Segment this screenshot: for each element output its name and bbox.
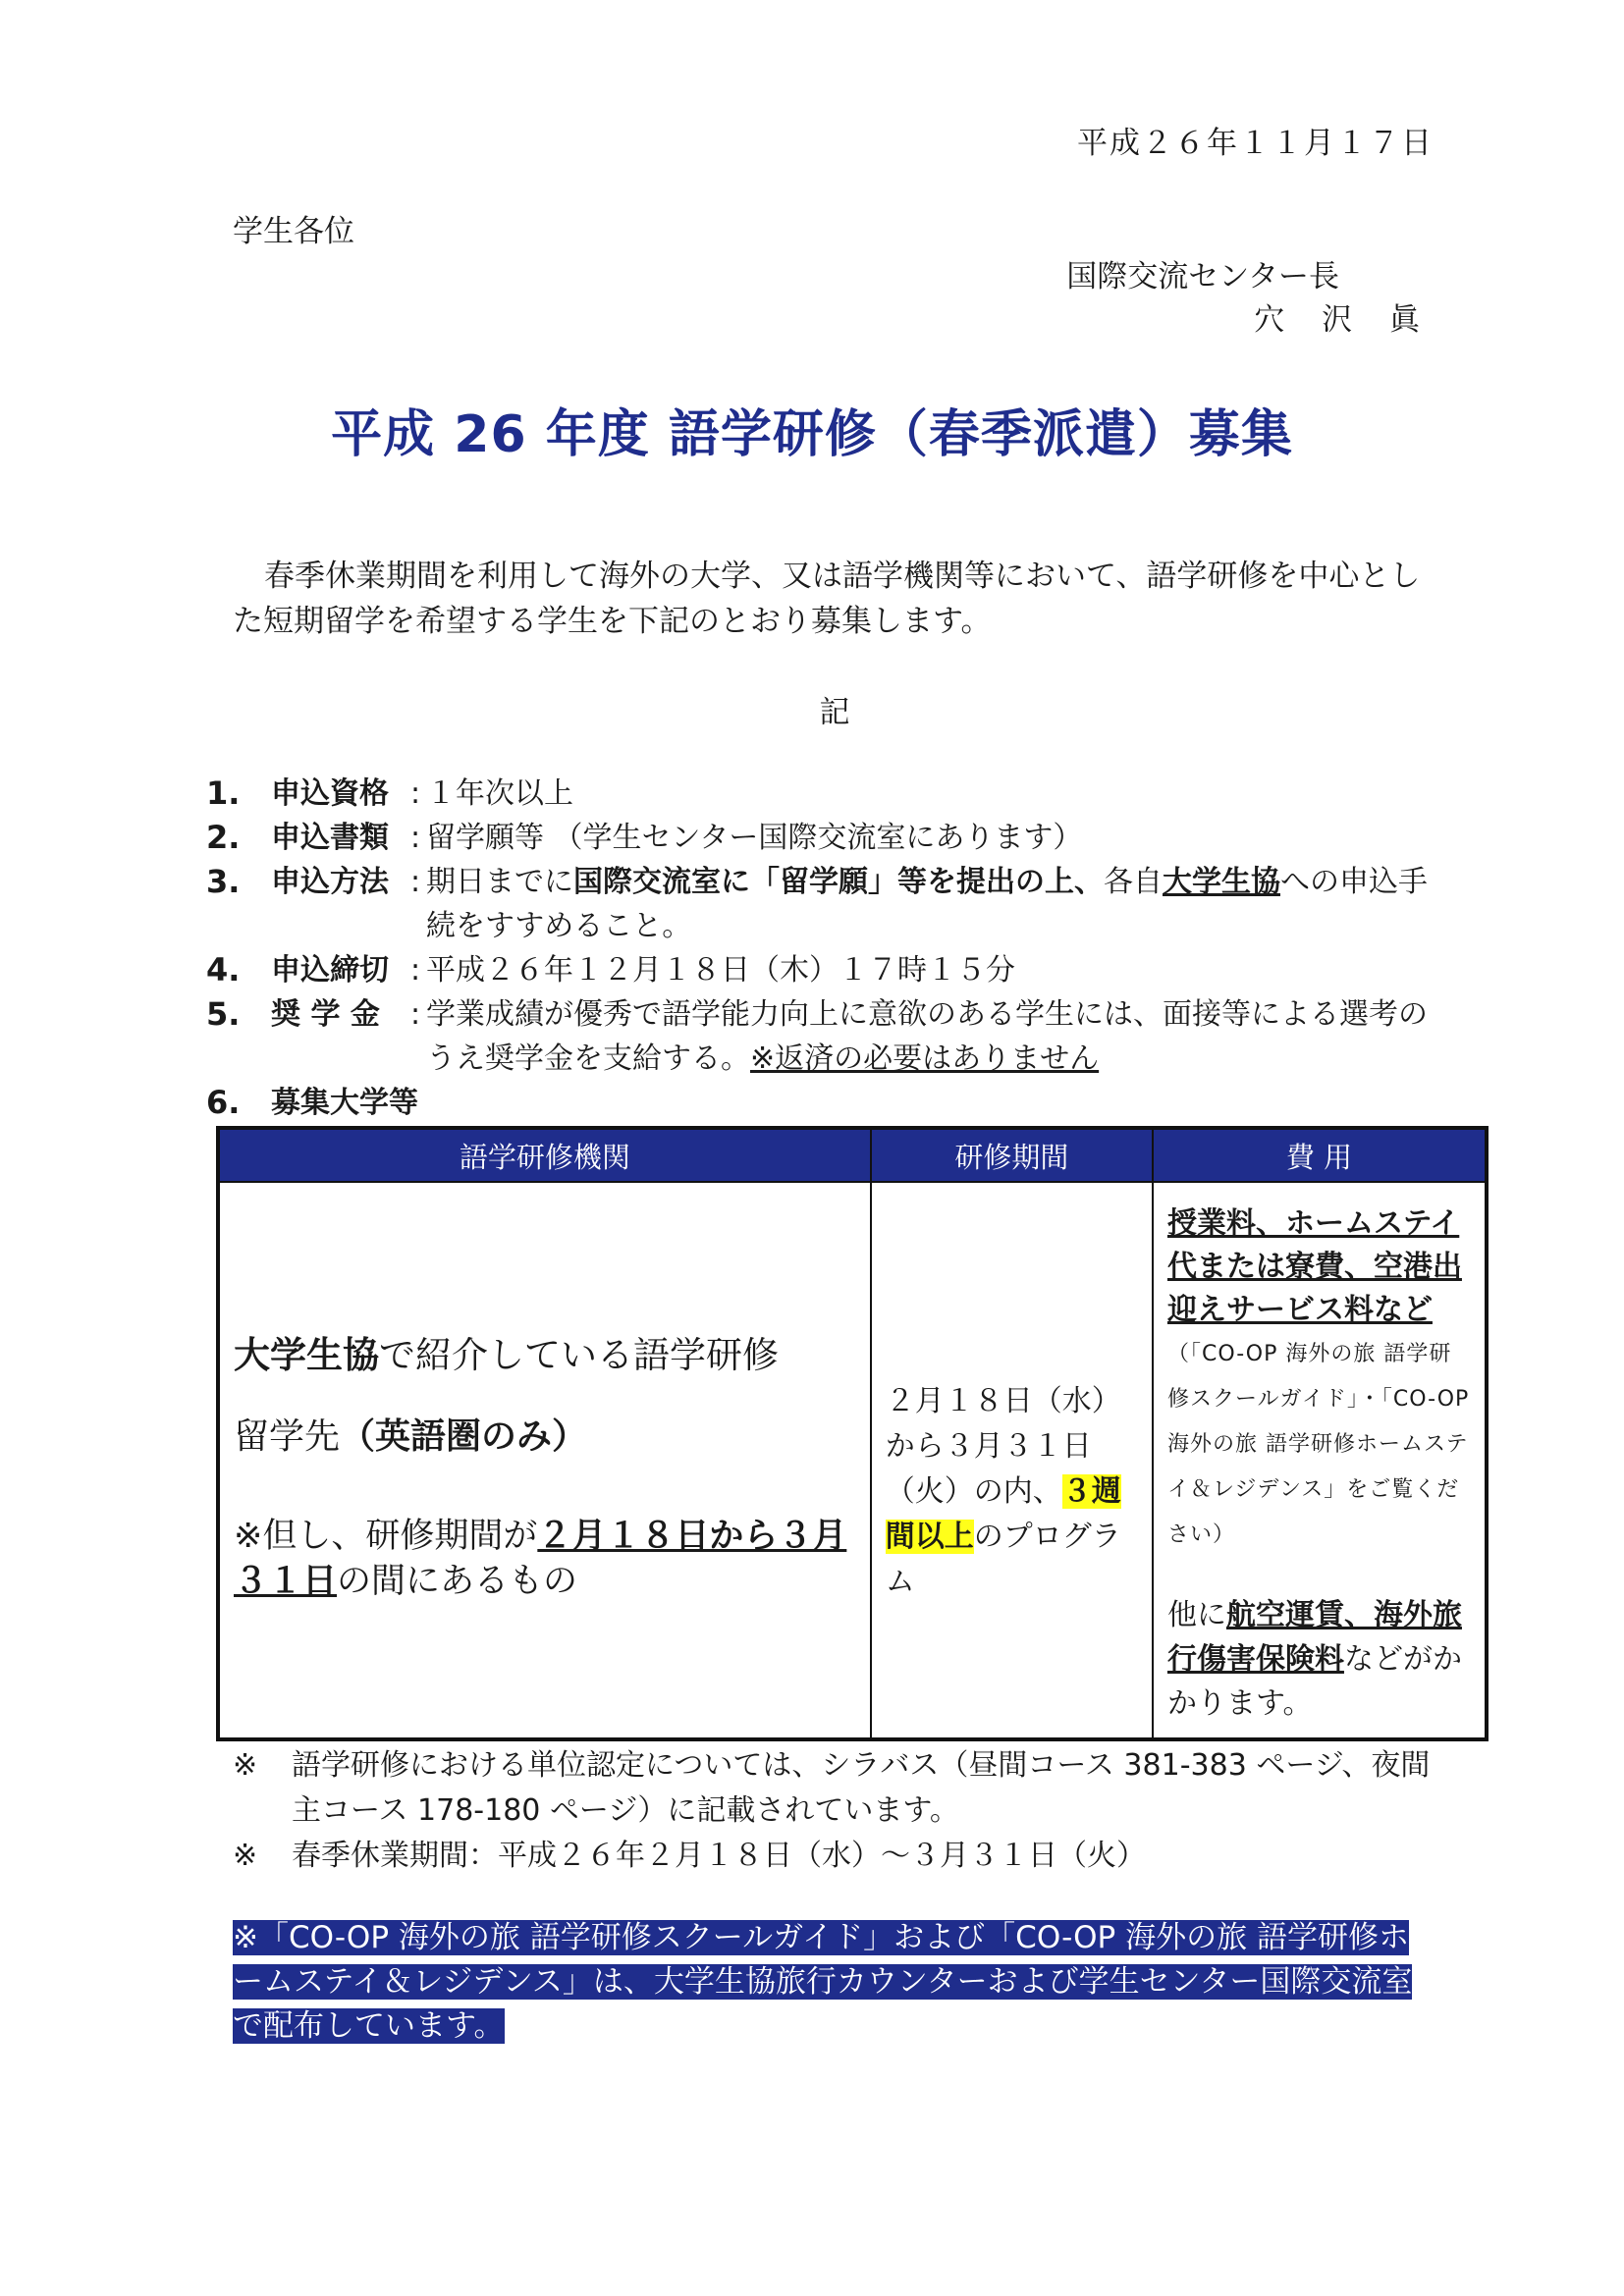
destination-value: （英語圏のみ） <box>340 1416 588 1457</box>
item-value: 平成２６年１２月１８日（木）１７時１５分 <box>426 953 1015 988</box>
destination-line <box>234 1409 856 1459</box>
addressee: 学生各位 <box>233 214 354 249</box>
table-row <box>218 1182 1487 1739</box>
item-number: 5. <box>206 995 241 1033</box>
page-title: 平成 26 年度 語学研修（春季派遣）募集 <box>331 405 1293 464</box>
item-value: １年次以上 <box>426 776 573 811</box>
intro-paragraph: 春季休業期間を利用して海外の大学、又は語学機関等において、語学研修を中心とした短期留学を希望する学生を下記のとおり募集します。 <box>233 559 1421 639</box>
item-value <box>426 860 1443 948</box>
item-method <box>206 860 1443 948</box>
item-separator: : <box>409 997 421 1032</box>
item-value <box>426 992 1443 1081</box>
item-separator: : <box>409 865 421 899</box>
note-item <box>233 1743 1450 1834</box>
header-institution: 語学研修機関 <box>218 1128 871 1182</box>
application-items <box>206 772 1443 1125</box>
distribution-banner <box>233 1916 1431 2049</box>
item-label: 奨 学 金 <box>271 997 380 1032</box>
item-deadline <box>206 948 1443 992</box>
destination-label: 留学先 <box>234 1416 341 1457</box>
item-label: 募集大学等 <box>271 1086 418 1120</box>
cost-note: （「CO-OP 海外の旅 語学研修スクールガイド」・「CO-OP 海外の旅 語学研修ホームステイ＆レジデンス」をご覧ください） <box>1166 1342 1470 1547</box>
note-mark: ※ <box>233 1839 258 1873</box>
method-emphasis: 国際交流室に「留学願」等を提出の上、 <box>573 865 1104 899</box>
note-text: 春季休業期間：平成２６年２月１８日（水）～３月３１日（火） <box>292 1839 1146 1873</box>
period-highlight: ３週間以上 <box>885 1474 1121 1554</box>
condition-dates: ２月１８日から３月３１日 <box>234 1517 847 1601</box>
institution-cell <box>218 1182 871 1739</box>
method-text: 各自 <box>1104 865 1163 899</box>
header-cost: 費 用 <box>1153 1128 1487 1182</box>
table-header-row <box>218 1128 1487 1182</box>
banner-text: ※「CO-OP 海外の旅 語学研修スクールガイド」および「CO-OP 海外の旅 語学研修ホームステイ＆レジデンス」は、大学生協旅行カウンターおよび学生センター国際交流室で配布しています。 <box>233 1920 1413 2044</box>
note-item <box>233 1834 1450 1879</box>
cost-other-text: 他に <box>1166 1598 1226 1632</box>
scholarship-text: 学業成績が優秀で語学能力向上に意欲のある学生には、面接等による選考のうえ奨学金を支給する。 <box>426 997 1428 1076</box>
item-label: 申込締切 <box>271 953 389 988</box>
condition-text: ※但し、研修期間が <box>234 1517 538 1556</box>
method-text: 期日までに <box>426 865 573 899</box>
item-documents <box>206 816 1443 860</box>
item-scholarship <box>206 992 1443 1081</box>
item-separator: : <box>409 953 421 988</box>
item-label: 申込方法 <box>271 865 389 899</box>
program-table <box>216 1126 1489 1741</box>
cost-other-items: 航空運賃、海外旅行傷害保険料 <box>1166 1598 1462 1677</box>
institution-line <box>234 1330 856 1381</box>
cost-other-text: などがかかります。 <box>1166 1642 1462 1721</box>
item-number: 6. <box>206 1084 241 1121</box>
item-number: 3. <box>206 863 241 900</box>
note-text: 語学研修における単位認定については、シラバス（昼間コース 381-383 ページ、夜間主コース 178-180 ページ）に記載されています。 <box>292 1748 1431 1828</box>
item-number: 1. <box>206 774 241 812</box>
header-period: 研修期間 <box>871 1128 1153 1182</box>
institution-desc: で紹介している語学研修 <box>379 1334 779 1376</box>
item-label: 申込書類 <box>271 821 389 855</box>
cost-cell <box>1153 1182 1487 1739</box>
item-number: 4. <box>206 951 241 988</box>
item-value: 留学願等 （学生センター国際交流室にあります） <box>426 821 1083 855</box>
document-date: 平成２６年１１月１７日 <box>1077 126 1434 161</box>
period-text: のプログラム <box>885 1520 1121 1599</box>
cost-main: 授業料、ホームステイ代または寮費、空港出迎えサービス料など <box>1166 1206 1462 1327</box>
item-universities <box>206 1081 1443 1125</box>
method-coop: 大学生協 <box>1163 865 1280 899</box>
condition-text: の間にあるもの <box>337 1562 578 1601</box>
ki-heading: 記 <box>819 695 850 730</box>
cost-other <box>1167 1593 1471 1726</box>
period-text: ２月１８日（水）から３月３１日（火）の内、 <box>885 1384 1121 1509</box>
note-mark: ※ <box>233 1748 258 1783</box>
item-separator: : <box>409 776 421 811</box>
sender-name: 穴 沢 眞 <box>1254 302 1434 338</box>
condition-line <box>234 1514 856 1604</box>
period-cell <box>871 1182 1153 1739</box>
scholarship-note: ※返済の必要はありません <box>750 1041 1100 1076</box>
item-label: 申込資格 <box>271 776 389 811</box>
notes <box>233 1743 1450 1879</box>
method-text: への申込手続をすすめること。 <box>426 865 1428 943</box>
item-separator: : <box>409 821 421 855</box>
item-number: 2. <box>206 819 241 856</box>
coop-label: 大学生協 <box>234 1334 379 1376</box>
item-eligibility <box>206 772 1443 816</box>
sender-organization: 国際交流センター長 <box>1066 259 1339 294</box>
